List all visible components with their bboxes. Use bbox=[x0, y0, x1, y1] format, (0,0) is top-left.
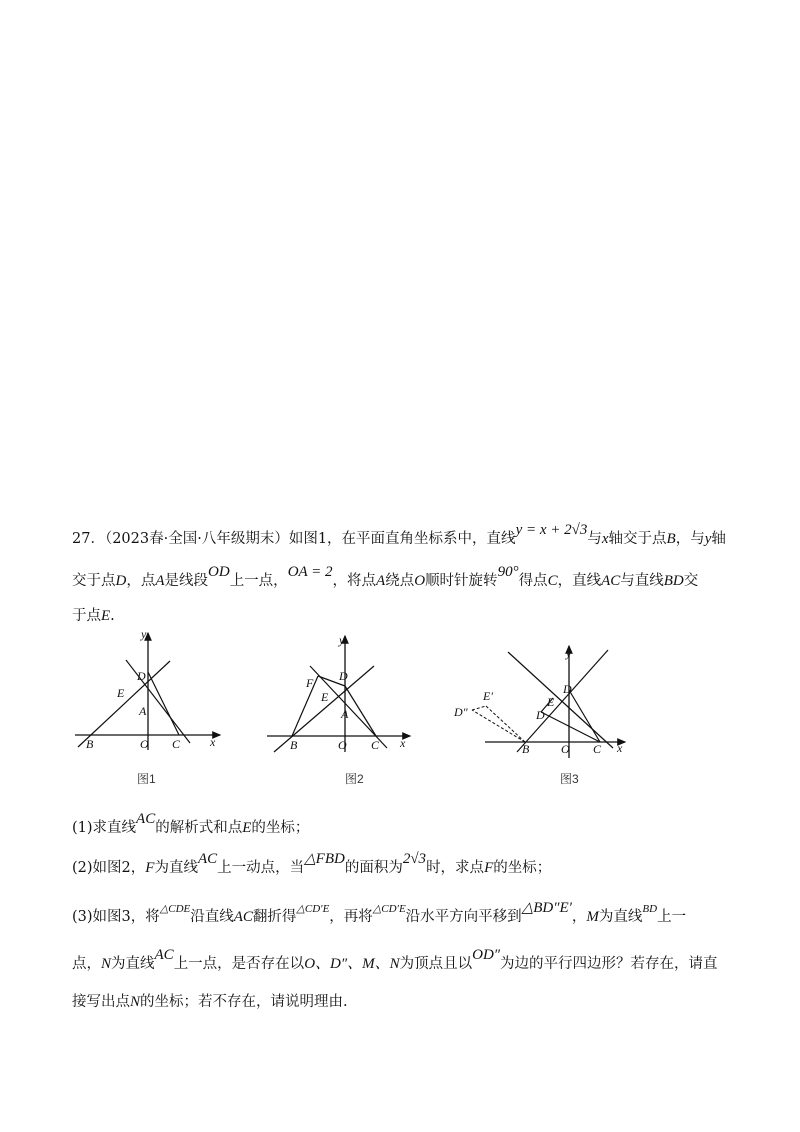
label-x: x bbox=[210, 735, 216, 749]
label-E-prime: E′ bbox=[483, 689, 493, 703]
triangle-CDE: △CDE bbox=[159, 903, 191, 915]
area-value: 2√3 bbox=[402, 851, 427, 867]
question-3-line-1 bbox=[72, 900, 732, 926]
text: ， bbox=[571, 909, 587, 925]
label-O: O bbox=[338, 738, 347, 752]
figure-2 bbox=[262, 628, 422, 758]
text: 的坐标；若不存在，请说明理由. bbox=[140, 994, 348, 1010]
point-N: N bbox=[130, 994, 141, 1010]
figure-3-caption: 图3 bbox=[560, 772, 579, 786]
text: 点， bbox=[72, 956, 101, 972]
triangle-BD2E1: △BD″E′ bbox=[521, 900, 572, 916]
text: ，再将 bbox=[329, 909, 373, 925]
text: ，点 bbox=[126, 573, 156, 589]
point-O: O bbox=[414, 573, 426, 589]
text: 交 bbox=[683, 573, 699, 589]
label-E: E bbox=[117, 686, 125, 700]
text: 沿直线 bbox=[190, 909, 234, 925]
text: 得点 bbox=[518, 573, 548, 589]
vertex-list: O、D″、M、N bbox=[304, 956, 400, 972]
figure-3 bbox=[450, 640, 635, 760]
text: 如图2， bbox=[92, 860, 146, 876]
line-AC: AC bbox=[136, 811, 156, 827]
line-AC bbox=[508, 652, 613, 748]
question-2 bbox=[72, 851, 732, 877]
text: 绕点 bbox=[385, 573, 415, 589]
line-BD: BD bbox=[642, 903, 658, 915]
problem-source: （2023春·全国·八年级期末） bbox=[104, 531, 289, 547]
point-N: N bbox=[101, 956, 112, 972]
problem-line-2 bbox=[72, 564, 732, 590]
label-D-double-prime: D″ bbox=[454, 705, 468, 719]
text: 轴交于点 bbox=[608, 531, 667, 547]
text: 轴 bbox=[711, 531, 726, 547]
text: 如图3，将 bbox=[92, 909, 160, 925]
line-AC: AC bbox=[233, 909, 253, 925]
text: 的解析式和点 bbox=[155, 820, 243, 836]
text: 上一点，是否存在以 bbox=[173, 956, 305, 972]
text: ，与 bbox=[675, 531, 705, 547]
line-AC: AC bbox=[197, 851, 218, 867]
text: ，直线 bbox=[557, 573, 602, 589]
q-number: (2) bbox=[72, 860, 93, 876]
text: . bbox=[110, 608, 115, 624]
point-D: D bbox=[115, 573, 127, 589]
var-x: x bbox=[601, 531, 609, 547]
text: 时，求点 bbox=[426, 860, 485, 876]
text: 的坐标； bbox=[493, 860, 552, 876]
line-DC bbox=[345, 686, 376, 736]
text: 为直线 bbox=[598, 909, 643, 925]
text: 接写出点 bbox=[72, 994, 130, 1010]
point-B: B bbox=[666, 531, 676, 547]
point-C: C bbox=[547, 573, 558, 589]
point-E: E bbox=[101, 608, 111, 624]
label-y: y bbox=[339, 633, 345, 647]
triangle-CD1E: △CD′E bbox=[372, 903, 406, 915]
figure-1 bbox=[70, 625, 230, 755]
label-F: F bbox=[306, 676, 314, 690]
text: 上一 bbox=[657, 909, 687, 925]
label-D: D bbox=[137, 669, 146, 683]
figure-2-caption: 图2 bbox=[345, 772, 364, 786]
question-3-line-3 bbox=[72, 990, 732, 1011]
label-D: D bbox=[339, 669, 348, 683]
label-B: B bbox=[522, 742, 530, 756]
line-AC: AC bbox=[154, 947, 174, 963]
text: 交于点 bbox=[72, 573, 116, 589]
problem-number: 27． bbox=[72, 531, 105, 547]
text: 上一点， bbox=[229, 573, 288, 589]
text: 的坐标； bbox=[251, 820, 310, 836]
problem-line-1 bbox=[72, 522, 732, 548]
text: 的面积为 bbox=[344, 860, 403, 876]
text: 为直线 bbox=[154, 860, 198, 876]
label-y: y bbox=[141, 627, 147, 641]
point-F: F bbox=[484, 860, 494, 876]
label-O: O bbox=[140, 737, 149, 751]
segment-FB bbox=[292, 676, 318, 736]
line-BD: BD bbox=[663, 573, 684, 589]
text: 与直线 bbox=[620, 573, 664, 589]
text: 为边的平行四边形？若存在，请直 bbox=[500, 956, 718, 972]
angle-90: 90° bbox=[497, 564, 519, 580]
text: 是线段 bbox=[164, 573, 209, 589]
point-F: F bbox=[145, 860, 155, 876]
text: 上一动点，当 bbox=[217, 860, 305, 876]
label-B: B bbox=[290, 738, 298, 752]
label-A: A bbox=[341, 707, 349, 721]
line-DC bbox=[148, 672, 179, 735]
text: 与 bbox=[587, 531, 602, 547]
label-C: C bbox=[172, 737, 181, 751]
text: 顺时针旋转 bbox=[425, 573, 498, 589]
line-BD bbox=[78, 661, 170, 747]
label-E: E bbox=[321, 690, 329, 704]
text: 如图1，在平面直角坐标系中，直线 bbox=[288, 531, 516, 547]
text: 为直线 bbox=[111, 956, 155, 972]
label-E: E bbox=[547, 695, 555, 709]
problem-line-3 bbox=[72, 604, 732, 625]
line-BD bbox=[517, 650, 608, 752]
label-B: B bbox=[86, 737, 94, 751]
dashed-BE1 bbox=[486, 706, 525, 742]
text: 求直线 bbox=[92, 820, 137, 836]
label-x: x bbox=[617, 741, 623, 755]
eq-OA: OA = 2 bbox=[287, 564, 333, 580]
var-y: y bbox=[704, 531, 712, 547]
segment-OD2: OD″ bbox=[472, 947, 501, 963]
segment-OD: OD bbox=[208, 564, 230, 580]
triangle-CD1E: △CD′E bbox=[296, 903, 330, 915]
figure-1-caption: 图1 bbox=[137, 772, 156, 786]
text: 于点 bbox=[72, 608, 101, 624]
point-E: E bbox=[242, 820, 252, 836]
line-equation: y = x + 2√3 bbox=[515, 522, 588, 538]
text: ，将点 bbox=[332, 573, 377, 589]
label-D: D bbox=[563, 682, 572, 696]
question-3-line-2 bbox=[72, 947, 732, 973]
label-x: x bbox=[400, 736, 406, 750]
label-C: C bbox=[593, 742, 602, 756]
point-A: A bbox=[376, 573, 386, 589]
point-M: M bbox=[586, 909, 599, 925]
text: 翻折得 bbox=[252, 909, 297, 925]
line-AC: AC bbox=[601, 573, 621, 589]
dashed-D2E1 bbox=[472, 706, 486, 710]
label-C: C bbox=[371, 738, 380, 752]
label-D-prime: D bbox=[536, 708, 545, 722]
text: 沿水平方向平移到 bbox=[405, 909, 522, 925]
q-number: (1) bbox=[72, 820, 93, 836]
q-number: (3) bbox=[72, 909, 93, 925]
dashed-BD2 bbox=[472, 710, 525, 742]
label-A: A bbox=[139, 704, 147, 718]
question-1 bbox=[72, 811, 732, 837]
point-A: A bbox=[155, 573, 165, 589]
label-y: y bbox=[566, 646, 572, 660]
text: 为顶点且以 bbox=[399, 956, 473, 972]
label-O: O bbox=[561, 742, 570, 756]
triangle-FBD: △FBD bbox=[304, 851, 345, 867]
